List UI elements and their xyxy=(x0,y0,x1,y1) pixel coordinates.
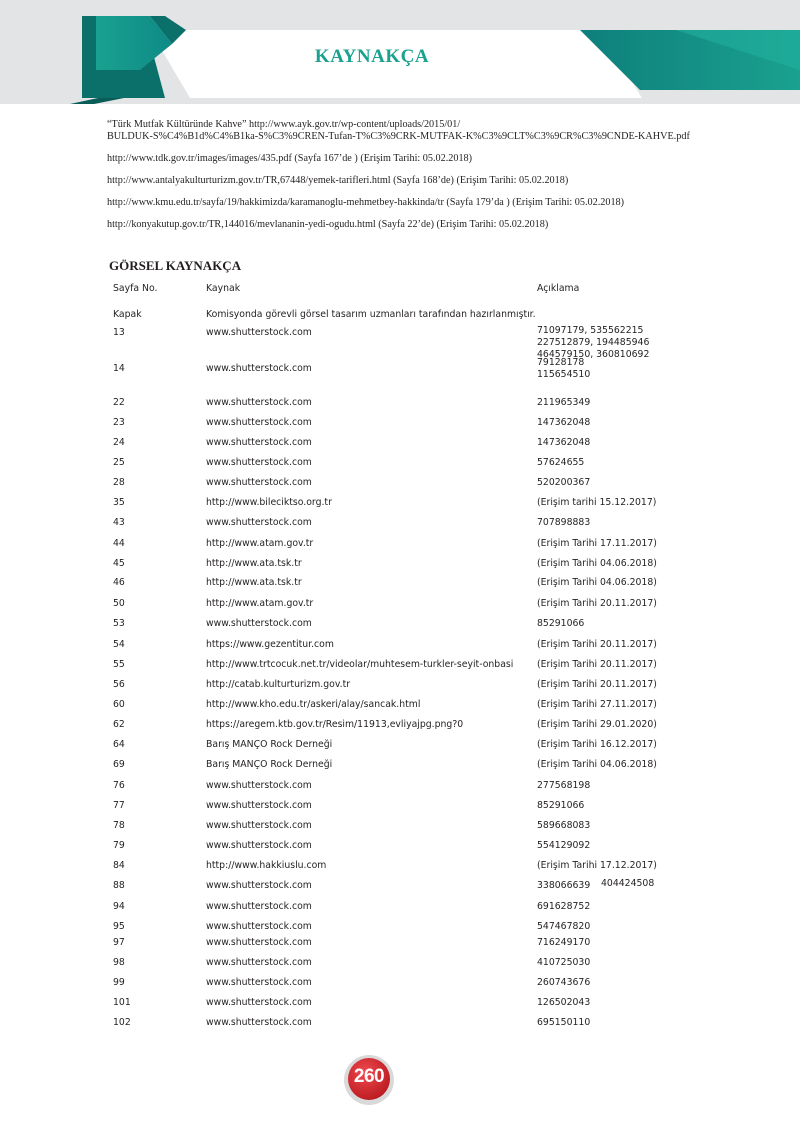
cell-description xyxy=(537,679,657,691)
cell-description xyxy=(537,937,590,949)
description-line: 115654510 xyxy=(537,369,591,380)
reference-item xyxy=(107,119,787,142)
cell-description xyxy=(537,457,584,469)
cell-source: www.shutterstock.com xyxy=(206,327,312,338)
reference-item xyxy=(107,219,787,231)
cell-source: www.shutterstock.com xyxy=(206,397,312,408)
description-line: (Erişim Tarihi 20.11.2017) xyxy=(537,639,657,650)
description-line: 695150110 xyxy=(537,1017,591,1028)
cell-source: www.shutterstock.com xyxy=(206,997,312,1008)
cell-source: http://www.hakkiuslu.com xyxy=(206,860,327,871)
page-number: 260 xyxy=(353,1066,385,1087)
reference-line: http://konyakutup.gov.tr/TR,144016/mevlananin-yedi-ogudu.html (Sayfa 22’de) (Erişim Tarihi: 05.02.2018) xyxy=(107,218,549,230)
description-line: 520200367 xyxy=(537,477,591,488)
description-line: (Erişim Tarihi 17.12.2017) xyxy=(537,860,657,871)
cell-source: http://www.atam.gov.tr xyxy=(206,538,314,549)
cell-page-number: 88 xyxy=(113,880,125,891)
section-title: GÖRSEL KAYNAKÇA xyxy=(109,258,242,273)
description-line: (Erişim Tarihi 20.11.2017) xyxy=(537,659,657,670)
cell-description-extra: 404424508 xyxy=(601,878,655,889)
cell-page-number: 78 xyxy=(113,820,125,831)
cell-description xyxy=(537,977,590,989)
reference-line: http://www.tdk.gov.tr/images/images/435.pdf (Sayfa 167’de ) (Erişim Tarihi: 05.02.2018) xyxy=(107,152,473,164)
cell-source: www.shutterstock.com xyxy=(206,417,312,428)
description-line: (Erişim Tarihi 04.06.2018) xyxy=(537,759,657,770)
cell-source: http://catab.kulturturizm.gov.tr xyxy=(206,679,351,690)
cell-page-number: 53 xyxy=(113,618,125,629)
cell-source: www.shutterstock.com xyxy=(206,957,312,968)
description-line: (Erişim Tarihi 20.11.2017) xyxy=(537,679,657,690)
cell-source: http://www.ata.tsk.tr xyxy=(206,577,302,588)
description-line: (Erişim Tarihi 29.01.2020) xyxy=(537,719,657,730)
cell-description xyxy=(537,840,590,852)
description-line: 126502043 xyxy=(537,997,591,1008)
cell-description xyxy=(537,780,590,792)
cell-page-number: 56 xyxy=(113,679,125,690)
description-line: 57624655 xyxy=(537,457,585,468)
description-line: (Erişim tarihi 15.12.2017) xyxy=(537,497,657,508)
cell-description xyxy=(537,325,649,361)
cell-page-number: Kapak xyxy=(113,309,142,320)
cell-page-number: 55 xyxy=(113,659,125,670)
cell-page-number: 46 xyxy=(113,577,125,588)
cell-source: www.shutterstock.com xyxy=(206,880,312,891)
description-line: (Erişim Tarihi 04.06.2018) xyxy=(537,577,657,588)
description-line: 707898883 xyxy=(537,517,591,528)
description-line: 277568198 xyxy=(537,780,591,791)
cell-description xyxy=(537,739,657,751)
cell-description xyxy=(537,860,657,872)
cell-page-number: 24 xyxy=(113,437,125,448)
description-line: 410725030 xyxy=(537,957,591,968)
cell-description xyxy=(537,577,657,589)
cell-description xyxy=(537,538,657,550)
cell-source: https://www.gezentitur.com xyxy=(206,639,334,650)
reference-item xyxy=(107,153,787,165)
cell-page-number: 44 xyxy=(113,538,125,549)
cell-description xyxy=(537,719,657,731)
cell-source: www.shutterstock.com xyxy=(206,800,312,811)
cell-source: www.shutterstock.com xyxy=(206,363,312,374)
cell-source: www.shutterstock.com xyxy=(206,780,312,791)
reference-item xyxy=(107,197,787,209)
cell-page-number: 102 xyxy=(113,1017,131,1028)
description-line: 464579150, 360810692 xyxy=(537,349,650,360)
description-line: 85291066 xyxy=(537,800,585,811)
description-line: 85291066 xyxy=(537,618,585,629)
cell-page-number: 28 xyxy=(113,477,125,488)
cell-source: Komisyonda görevli görsel tasarım uzmanları tarafından hazırlanmıştır. xyxy=(206,309,536,320)
cell-page-number: 64 xyxy=(113,739,125,750)
cell-description xyxy=(537,820,590,832)
cell-description xyxy=(537,901,590,913)
cell-page-number: 99 xyxy=(113,977,125,988)
cell-page-number: 50 xyxy=(113,598,125,609)
cell-source: www.shutterstock.com xyxy=(206,618,312,629)
description-line: 211965349 xyxy=(537,397,591,408)
description-line: (Erişim Tarihi 04.06.2018) xyxy=(537,558,657,569)
column-header-source: Kaynak xyxy=(206,283,241,294)
cell-description xyxy=(537,618,584,630)
page-title: KAYNAKÇA xyxy=(314,46,430,67)
description-line: 147362048 xyxy=(537,417,591,428)
cell-page-number: 84 xyxy=(113,860,125,871)
cell-page-number: 54 xyxy=(113,639,125,650)
description-line: (Erişim Tarihi 20.11.2017) xyxy=(537,598,657,609)
cell-page-number: 13 xyxy=(113,327,125,338)
cell-source: www.shutterstock.com xyxy=(206,517,312,528)
cell-page-number: 45 xyxy=(113,558,125,569)
cell-page-number: 98 xyxy=(113,957,125,968)
description-line: 338066639 xyxy=(537,880,591,891)
description-line: 547467820 xyxy=(537,921,591,932)
cell-page-number: 79 xyxy=(113,840,125,851)
cell-source: http://www.atam.gov.tr xyxy=(206,598,314,609)
cell-page-number: 77 xyxy=(113,800,125,811)
cell-page-number: 69 xyxy=(113,759,125,770)
cell-description xyxy=(537,699,657,711)
column-header-page: Sayfa No. xyxy=(113,283,158,294)
cell-description xyxy=(537,659,657,671)
cell-page-number: 97 xyxy=(113,937,125,948)
cell-description xyxy=(537,397,590,409)
cell-description xyxy=(537,921,590,933)
cell-source: http://www.trtcocuk.net.tr/videolar/muhtesem-turkler-seyit-onbasi xyxy=(206,659,514,670)
cell-description xyxy=(537,517,590,529)
description-line: 227512879, 194485946 xyxy=(537,337,650,348)
cell-description xyxy=(537,558,657,570)
cell-page-number: 22 xyxy=(113,397,125,408)
description-line: (Erişim Tarihi 16.12.2017) xyxy=(537,739,657,750)
cell-source: www.shutterstock.com xyxy=(206,921,312,932)
cell-description xyxy=(537,880,590,892)
reference-line: http://www.kmu.edu.tr/sayfa/19/hakkimizda/karamanoglu-mehmetbey-hakkinda/tr (Sayfa 179’da ) (Erişim Tarihi: 05.02.2018) xyxy=(107,196,625,208)
reference-list xyxy=(107,119,787,241)
cell-description xyxy=(537,357,590,381)
cell-description xyxy=(537,957,590,969)
reference-line: BULDUK-S%C4%B1d%C4%B1ka-S%C3%9CREN-Tufan-T%C3%9CRK-MUTFAK-K%C3%9CLT%C3%9CR%C3%9CNDE-KAHVE.pdf xyxy=(107,130,690,142)
description-line: 71097179, 535562215 xyxy=(537,325,644,336)
cell-source: http://www.ata.tsk.tr xyxy=(206,558,302,569)
cell-source: www.shutterstock.com xyxy=(206,977,312,988)
cell-source: https://aregem.ktb.gov.tr/Resim/11913,evliyajpg.png?0 xyxy=(206,719,464,730)
cell-page-number: 101 xyxy=(113,997,131,1008)
cell-source: http://www.kho.edu.tr/askeri/alay/sancak.html xyxy=(206,699,421,710)
cell-source: www.shutterstock.com xyxy=(206,477,312,488)
cell-page-number: 14 xyxy=(113,363,125,374)
cell-source: www.shutterstock.com xyxy=(206,901,312,912)
description-line: (Erişim Tarihi 17.11.2017) xyxy=(537,538,657,549)
cell-page-number: 60 xyxy=(113,699,125,710)
description-line: 691628752 xyxy=(537,901,591,912)
cell-source: http://www.bileciktso.org.tr xyxy=(206,497,332,508)
cell-source: www.shutterstock.com xyxy=(206,457,312,468)
cell-page-number: 35 xyxy=(113,497,125,508)
cell-description xyxy=(537,437,590,449)
column-header-description: Açıklama xyxy=(537,283,580,294)
description-line: 260743676 xyxy=(537,977,591,988)
cell-source: www.shutterstock.com xyxy=(206,937,312,948)
cell-description xyxy=(537,997,590,1009)
cell-source: Barış MANÇO Rock Derneği xyxy=(206,759,333,770)
description-line: 716249170 xyxy=(537,937,591,948)
cell-page-number: 76 xyxy=(113,780,125,791)
description-line: (Erişim Tarihi 27.11.2017) xyxy=(537,699,657,710)
cell-description xyxy=(537,417,590,429)
cell-description xyxy=(537,800,584,812)
cell-description xyxy=(537,1017,590,1029)
cell-source: www.shutterstock.com xyxy=(206,437,312,448)
description-line: 147362048 xyxy=(537,437,591,448)
cell-description xyxy=(537,639,657,651)
reference-item xyxy=(107,175,787,187)
cell-source: www.shutterstock.com xyxy=(206,840,312,851)
reference-line: “Türk Mutfak Kültüründe Kahve” http://www.ayk.gov.tr/wp-content/uploads/2015/01/ xyxy=(107,119,461,130)
cell-page-number: 95 xyxy=(113,921,125,932)
cell-source: www.shutterstock.com xyxy=(206,1017,312,1028)
cell-page-number: 94 xyxy=(113,901,125,912)
cell-description xyxy=(537,759,657,771)
description-line: 554129092 xyxy=(537,840,591,851)
cell-description xyxy=(537,497,656,509)
cell-description xyxy=(537,598,657,610)
cell-page-number: 43 xyxy=(113,517,125,528)
cell-page-number: 62 xyxy=(113,719,125,730)
cell-page-number: 25 xyxy=(113,457,125,468)
cell-description xyxy=(537,477,590,489)
cell-source: www.shutterstock.com xyxy=(206,820,312,831)
description-line: 589668083 xyxy=(537,820,591,831)
cell-source: Barış MANÇO Rock Derneği xyxy=(206,739,333,750)
description-line: 79128178 xyxy=(537,357,585,368)
reference-line: http://www.antalyakulturturizm.gov.tr/TR,67448/yemek-tarifleri.html (Sayfa 168’de) (Erişim Tarihi: 05.02.2018) xyxy=(107,174,569,186)
cell-page-number: 23 xyxy=(113,417,125,428)
